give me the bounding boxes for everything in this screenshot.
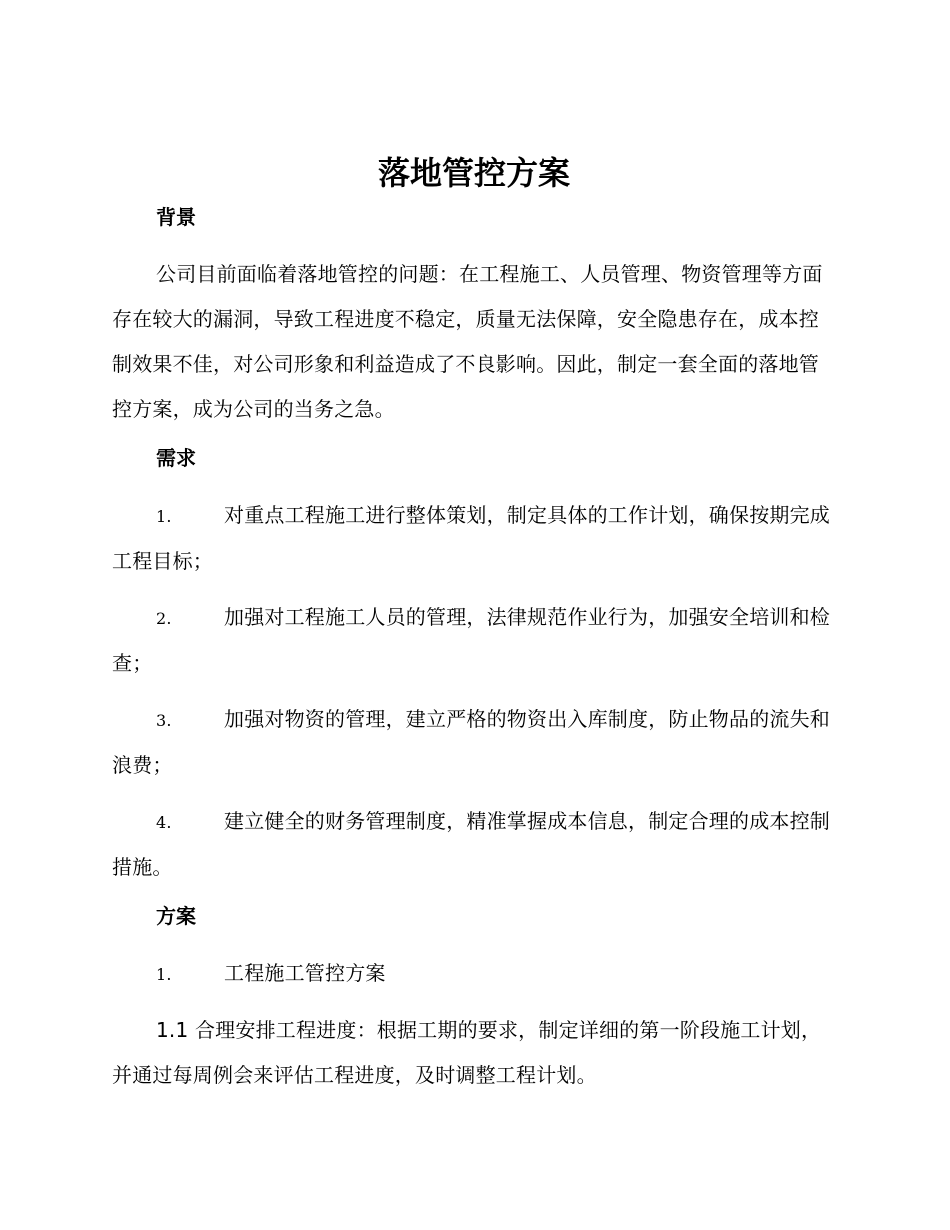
document-page bbox=[112, 148, 836, 1098]
background-paragraph: 公司目前面临着落地管控的问题：在工程施工、人员管理、物资管理等方面存在较大的漏洞，导致工程进度不稳定，质量无法保障，安全隐患存在，成本控制效果不佳，对公司形象和利益造成了不良影响。因此，制定一套全面的落地管控方案，成为公司的当务之急。 bbox=[112, 262, 823, 421]
plan-item-1 bbox=[112, 951, 836, 997]
requirement-item-4 bbox=[112, 799, 836, 890]
section-heading-requirements: 需求 bbox=[156, 446, 196, 470]
requirement-text: 加强对工程施工人员的管理，法律规范作业行为，加强安全培训和检查； bbox=[112, 605, 830, 675]
requirement-item-2 bbox=[112, 595, 836, 686]
document-title: 落地管控方案 bbox=[377, 154, 570, 192]
requirement-number: 3. bbox=[156, 711, 172, 730]
requirement-text: 建立健全的财务管理制度，精准掌握成本信息，制定合理的成本控制措施。 bbox=[112, 809, 830, 879]
requirement-item-3 bbox=[112, 697, 836, 788]
requirement-text: 加强对物资的管理，建立严格的物资出入库制度，防止物品的流失和浪费； bbox=[112, 707, 830, 777]
requirement-number: 1. bbox=[156, 507, 172, 526]
plan-sub-paragraph: 1.1 合理安排工程进度：根据工期的要求，制定详细的第一阶段施工计划，并通过每周例会来评估工程进度，及时调整工程计划。 bbox=[112, 1018, 822, 1087]
requirement-number: 4. bbox=[156, 813, 172, 832]
section-heading-plan: 方案 bbox=[156, 904, 196, 928]
requirement-item-1 bbox=[112, 493, 836, 584]
plan-text: 工程施工管控方案 bbox=[224, 961, 386, 985]
requirement-text: 对重点工程施工进行整体策划，制定具体的工作计划，确保按期完成工程目标； bbox=[112, 503, 830, 573]
section-heading-background: 背景 bbox=[156, 205, 196, 229]
plan-number: 1. bbox=[156, 965, 172, 984]
requirement-number: 2. bbox=[156, 609, 172, 628]
